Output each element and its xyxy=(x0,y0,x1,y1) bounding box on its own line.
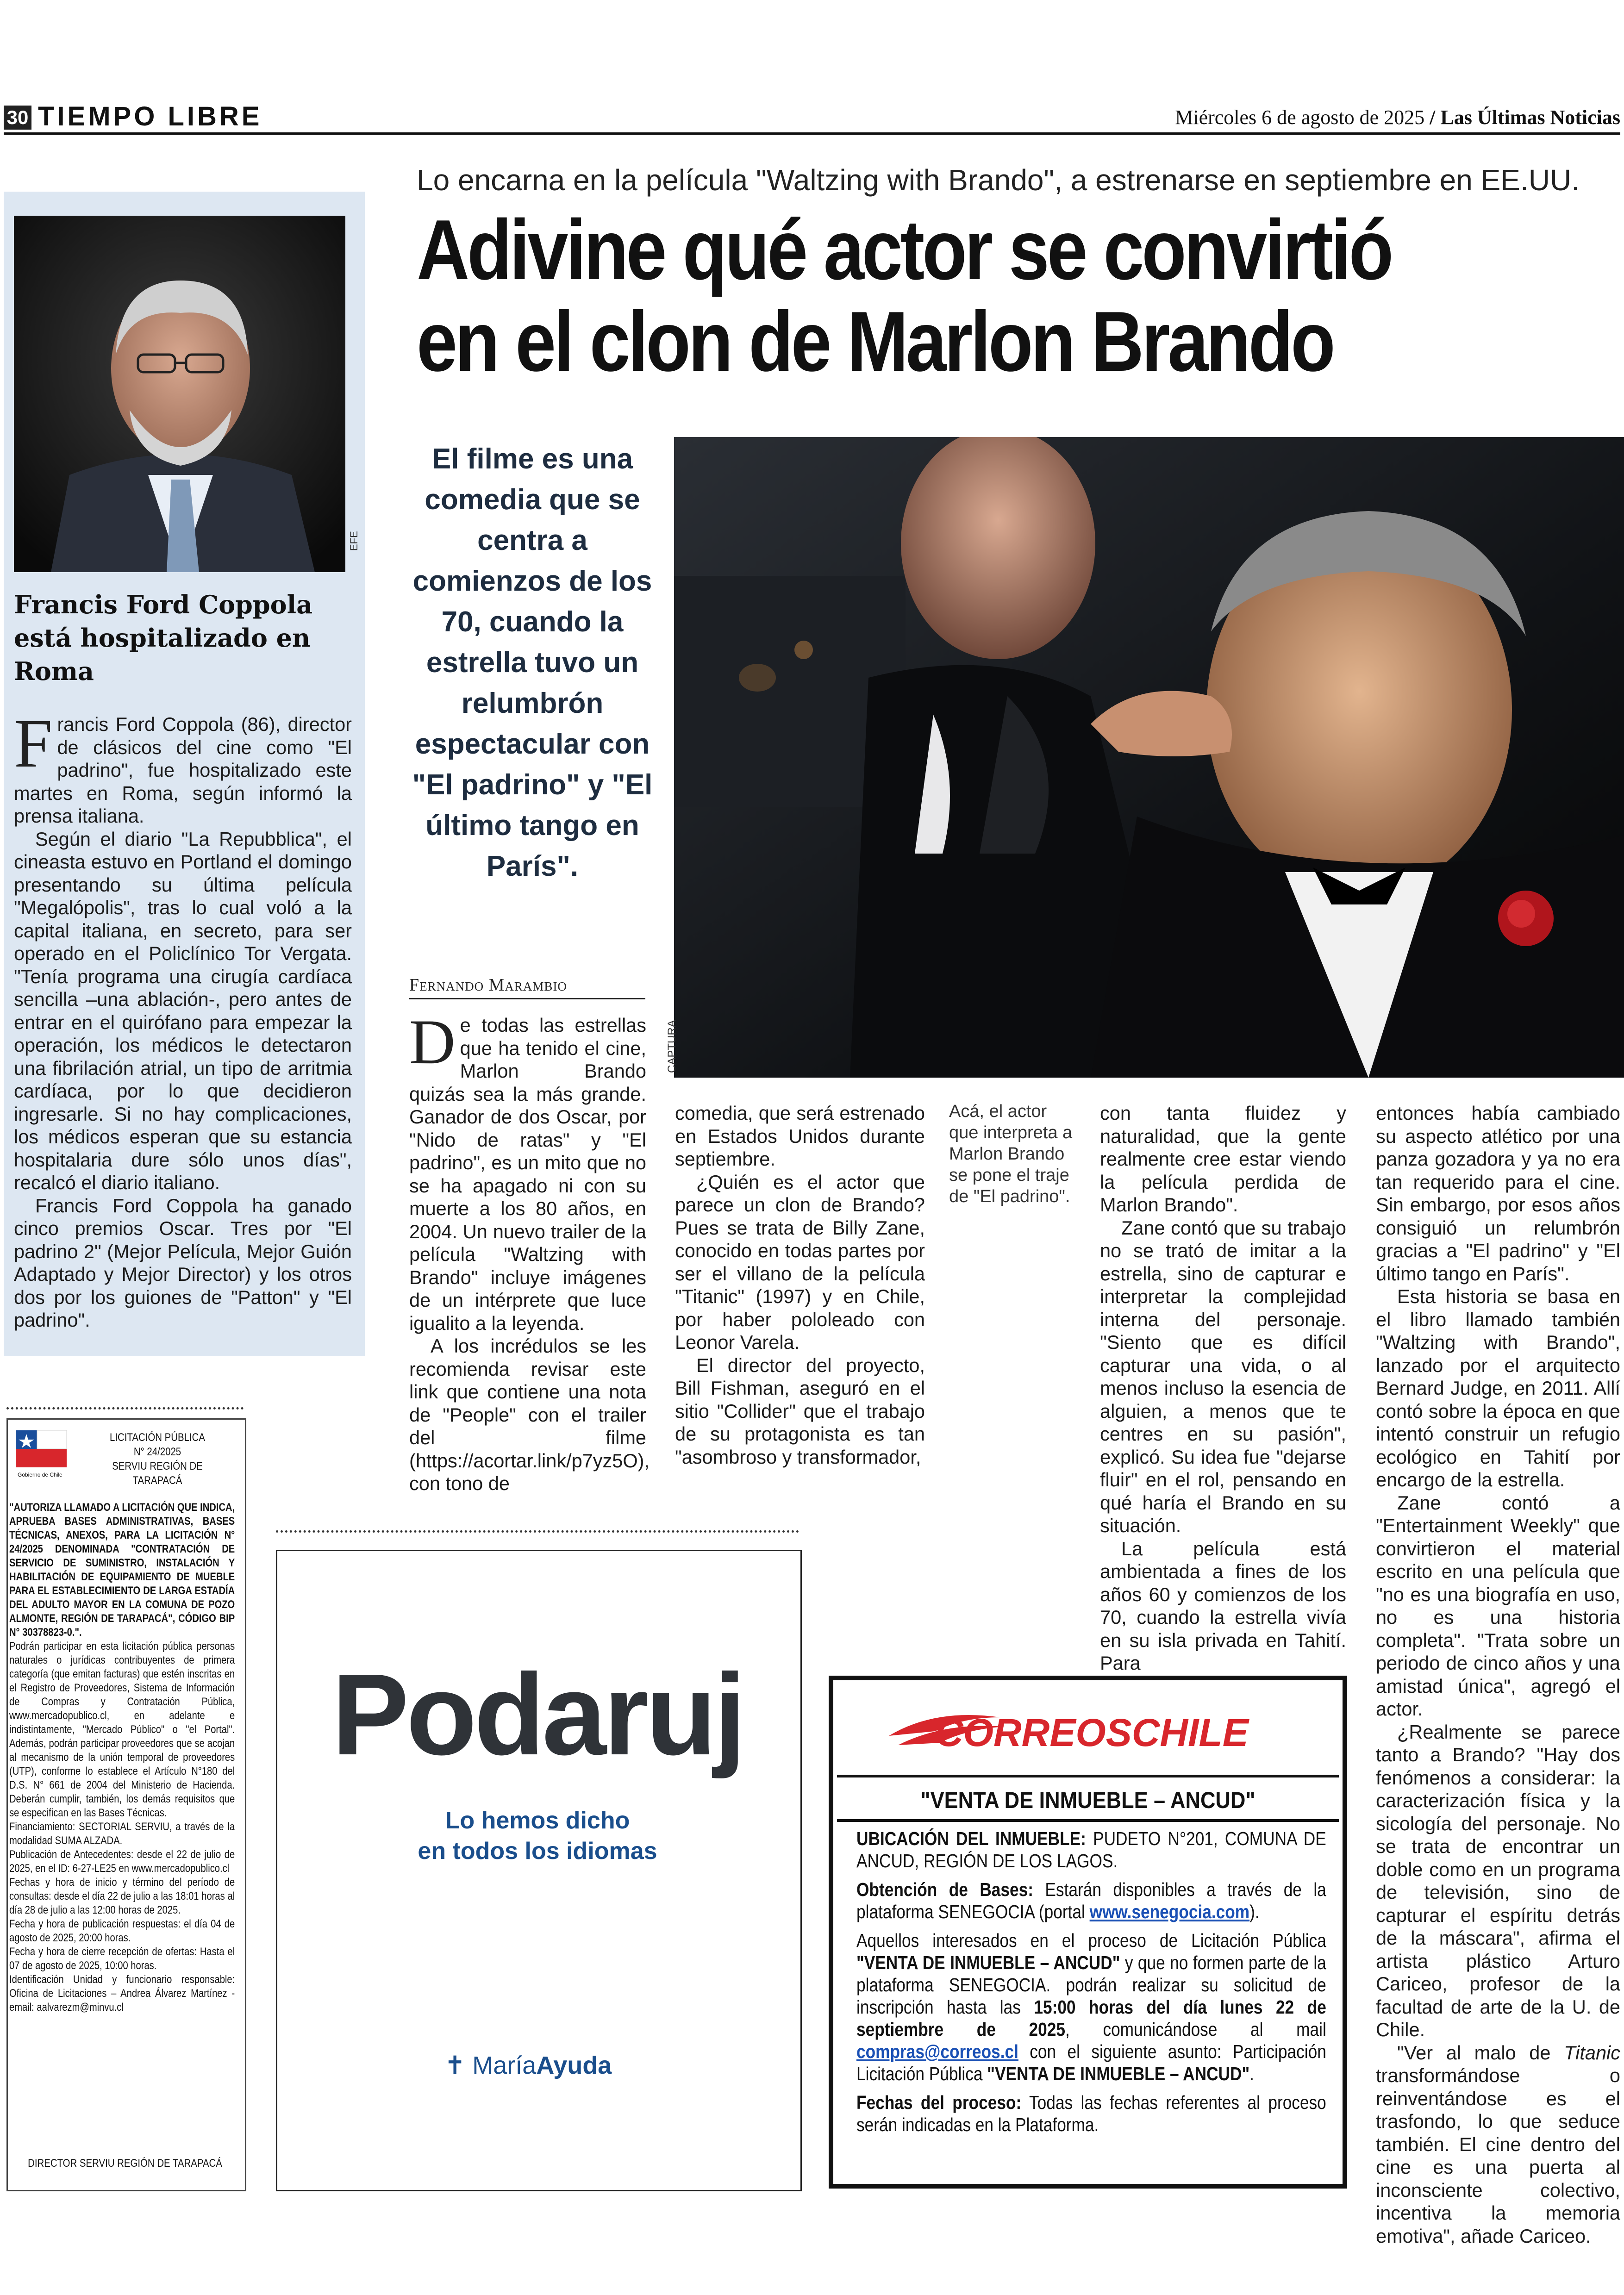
headline-line-1: Adivine qué actor se convirtió xyxy=(417,202,1392,297)
licitacion-body xyxy=(9,1501,235,2014)
correos-email-link[interactable]: compras@correos.cl xyxy=(856,2041,1018,2062)
brando-photo xyxy=(674,437,1624,1078)
maria-ayuda-logo: ✝ MaríaAyuda xyxy=(444,2052,612,2079)
correos-bases: Obtención de Bases: Estarán disponibles a través de la plataforma SENEGOCIA (portal www.senegocia.com). xyxy=(856,1879,1326,1922)
article-paragraph: A los incrédulos se les recomienda revisar este link que contiene una nota de "People" con el trailer del filme (https://acortar.link/p7yz5O), con tono de xyxy=(409,1335,650,1494)
article-column-4 xyxy=(1376,1102,1620,2247)
licitacion-paragraph: Identificación Unidad y funcionario responsable: Oficina de Licitaciones – Andrea Álvarez Martínez - email: aalvarezm@minvu.cl xyxy=(9,1973,235,2014)
article-paragraph: con tanta fluidez y naturalidad, que la gente realmente cree estar viendo la película perdida de Marlon Brando". xyxy=(1100,1102,1346,1216)
licitacion-header: LICITACIÓN PÚBLICA N° 24/2025 SERVIU REGIÓN DE TARAPACÁ xyxy=(110,1431,205,1487)
article-paragraph: De todas las estrellas que ha tenido el cine, Marlon Brando quizás sea la más grande. Ganador de dos Oscar, por "Nido de ratas" y "El padrino", es un mito que no se ha apagado ni con su muerte a los 80 años, en 2004. Un nuevo trailer de la película "Waltzing with Brando" incluye imágenes de un intérprete que luce igualito a la leyenda. xyxy=(409,1006,646,1334)
correos-rule xyxy=(837,1775,1339,1777)
gobierno-chile-logo xyxy=(16,1430,67,1479)
article-headline xyxy=(417,204,1452,387)
photo-caption: Acá, el actor que interpreta a Marlon Brando se pone el traje de "El padrino". xyxy=(949,1102,1073,1206)
cross-icon: ✝ xyxy=(444,2052,466,2079)
article-paragraph: ¿Realmente se parece tanto a Brando? "Hay dos fenómenos a considerar: la caracterización física y la sicología del personaje. No se trata de encontrar un doble como en un programa de televisión, sino de capturar el espíritu detrás de la máscara", afirma el artista plástico Arturo Cariceo, profesor de la facultad de arte de la U. de Chile. xyxy=(1376,1721,1620,2040)
correos-rule-2 xyxy=(837,1819,1339,1822)
article-kicker: Lo encarna en la película "Waltzing with Brando", a estrenarse en septiembre en EE.UU. xyxy=(417,163,1580,197)
correos-inscription: Aquellos interesados en el proceso de Licitación Pública "VENTA DE INMUEBLE – ANCUD" y que no formen parte de la plataforma SENEGOCIA. podrán realizar su solicitud de inscripción hasta las 15:00 horas del día lunes 22 de septiembre de 2025, comunicándose al mail compras@correos.cl con el siguiente asunto: Participación Licitación Pública "VENTA DE INMUEBLE – ANCUD". xyxy=(856,1930,1326,2084)
correos-body xyxy=(856,1827,1326,2142)
article-paragraph: Zane contó a "Entertainment Weekly" que convirtieron el material escrito en una película que "no es una biografía en uso, no es una historia completa". "Trata sobre un periodo de cinco años y una amistad única", agregó el actor. xyxy=(1376,1491,1620,1720)
main-photo-credit: CAPTURA xyxy=(666,1020,678,1073)
correoschile-logo xyxy=(880,1703,1296,1754)
sidebar-dropcap: F xyxy=(14,705,53,782)
article-paragraph: Esta historia se basa en el libro llamado también "Waltzing with Brando", lanzado por el arquitecto Bernard Judge, en 2011. Allí contó sobre la época en que intentó construir un refugio ecológico en Tahití por encargo de la estrella. xyxy=(1376,1285,1620,1491)
correos-title: "VENTA DE INMUEBLE – ANCUD" xyxy=(920,1787,1255,1813)
licitacion-signature: DIRECTOR SERVIU REGIÓN DE TARAPACÁ xyxy=(28,2157,222,2170)
article-paragraph: "Ver al malo de Titanic transformándose o reinventándose es el trasfondo, lo que seduce también. El cine dentro del cine es una puerta al inconsciente colectivo, incentiva la memoria emotiva", añade Cariceo. xyxy=(1376,2041,1620,2247)
licitacion-top-rule xyxy=(6,1407,244,1409)
licitacion-paragraph: Podrán participar en esta licitación pública personas naturales o jurídicas contribuyentes de primera categoría (que emitan facturas) que estén inscritas en el Registro de Proveedores, Sistema de Información de Compras y Contratación Pública, www.mercadopublico.cl, en adelante e indistintamente, "Mercado Público" o "el Portal". Además, podrán participar proveedores que se acojan al mecanismo de la unión temporal de proveedores (UTP), conforme lo establece el Artículo N°180 del D.S. N° 661 de 2004 del Ministerio de Hacienda. Deberán cumplir, también, los demás requisitos que se especifican en las Bases Técnicas. xyxy=(9,1640,235,1819)
article-column-1 xyxy=(409,1006,650,1495)
headline-line-2: en el clon de Marlon Brando xyxy=(417,293,1333,389)
sidebar-headline: Francis Ford Coppola está hospitalizado en Roma xyxy=(14,590,313,686)
article-column-2 xyxy=(675,1102,925,1468)
article-paragraph: La película está ambientada a fines de los años 60 y comienzos de los 70, cuando la estrella vivía en su isla privada en Tahití. Para xyxy=(1100,1537,1346,1674)
licitacion-intro: "AUTORIZA LLAMADO A LICITACIÓN QUE INDICA, APRUEBA BASES ADMINISTRATIVAS, BASES TÉCNICAS, ANEXOS, PARA LA LICITACIÓN N° 24/2025 DENOMINADA "CONTRATACIÓN DE SERVICIO DE SUMINISTRO, INSTALACIÓN Y HABILITACIÓN DE EQUIPAMIENTO DE MUEBLE PARA EL ESTABLECIMIENTO DE LARGA ESTADÍA DEL ADULTO MAYOR EN LA COMUNA DE POZO ALMONTE, REGIÓN DE TARAPACÁ", CÓDIGO BIP N° 30378823-0.". xyxy=(9,1501,235,1639)
dateline xyxy=(1175,106,1620,129)
podaruj-tagline: Lo hemos dicho en todos los idiomas xyxy=(418,1807,657,1865)
sidebar-body xyxy=(14,705,352,1332)
article-paragraph: El director del proyecto, Bill Fishman, aseguró en el sitio "Collider" que el trabajo de su protagonista es tan "asombroso y transformador, xyxy=(675,1354,925,1468)
article-paragraph: Zane contó que su trabajo no se trató de imitar a la estrella, sino de capturar e interpretar la complejidad interna del personaje. "Siento que es difícil capturar una vida, o al menos incluso la esencia de alguien, a menos que te centres en su pasión", explicó. Su idea fue "dejarse fluir" en el rol, pensando en qué haría el Brando en su situación. xyxy=(1100,1216,1346,1536)
article-paragraph: entonces había cambiado su aspecto atlético por una panza gozadora y ya no era tan requerido para el cine. Sin embargo, por esos años consiguió un relumbrón gracias a "El padrino" y "El último tango en París". xyxy=(1376,1102,1620,1285)
header-rule xyxy=(4,132,1620,135)
article-dropcap: D xyxy=(409,1006,456,1077)
sidebar-photo-credit: EFE xyxy=(348,531,360,551)
article-column-3 xyxy=(1100,1102,1346,1675)
sidebar-paragraph: Según el diario "La Repubblica", el cineasta estuvo en Portland el domingo presentando su última película "Megalópolis", tras lo cual voló a la capital italiana, en secreto, para ser operado en el Policlínico Tor Vergata. "Tenía programa una cirugía cardíaca sencilla –una ablación-, pero antes de entrar en el quirófano para empezar la operación, los médicos le detectaron una fibrilación atrial, un tipo de arritmia cardíaca, por lo que decidieron ingresarle. Si no hay complicaciones, los médicos esperan que su estancia hospitalaria dure sólo unos días", recalcó el diario italiano. xyxy=(14,828,352,1193)
sidebar-paragraph: Francis Ford Coppola ha ganado cinco premios Oscar. Tres por "El padrino 2" (Mejor Película, Mejor Guión Adaptado y Mejor Director) y los otros dos por los guiones de "Patton" y "El padrino". xyxy=(14,1194,352,1331)
licitacion-paragraph: Fechas y hora de inicio y término del período de consultas: desde el día 22 de julio a las 18:01 horas al día 28 de julio a las 12:00 horas de 2025. xyxy=(9,1876,235,1916)
correos-dates: Fechas del proceso: Todas las fechas referentes al proceso serán indicadas en la Plataforma. xyxy=(856,2092,1326,2135)
licitacion-paragraph: Fecha y hora de publicación respuestas: el día 04 de agosto de 2025, 20:00 horas. xyxy=(9,1918,235,1944)
byline-rule xyxy=(409,998,645,999)
licitacion-paragraph: Financiamiento: SECTORIAL SERVIU, a través de la modalidad SUMA ALZADA. xyxy=(9,1821,235,1847)
licitacion-paragraph: Fecha y hora de cierre recepción de ofertas: Hasta el 07 de agosto de 2025, 10:00 horas. xyxy=(9,1946,235,1972)
section-title: TIEMPO LIBRE xyxy=(38,101,262,131)
publication-name: Las Últimas Noticias xyxy=(1440,106,1620,129)
page-number: 30 xyxy=(4,106,31,130)
coppola-photo xyxy=(14,216,345,572)
svg-text:Gobierno de Chile: Gobierno de Chile xyxy=(18,1472,62,1478)
article-paragraph: comedia, que será estrenado en Estados Unidos durante septiembre. xyxy=(675,1102,925,1170)
titanic-title: Titanic xyxy=(1564,2041,1620,2064)
dateline-separator: / xyxy=(1430,106,1436,129)
licitacion-paragraph: Publicación de Antecedentes: desde el 22 de julio de 2025, en el ID: 6-27-LE25 en www.mercadopublico.cl xyxy=(9,1848,235,1875)
podaruj-brand: Podaruj xyxy=(331,1650,743,1779)
issue-date: Miércoles 6 de agosto de 2025 xyxy=(1175,106,1425,129)
byline: Fernando Marambio xyxy=(409,975,567,995)
podaruj-ad xyxy=(276,1550,802,2191)
svg-text:CORREOSCHILE: CORREOSCHILE xyxy=(935,1711,1249,1754)
ad-top-rule xyxy=(276,1530,799,1533)
sidebar-paragraph: Francis Ford Coppola (86), director de clásicos del cine como "El padrino", fue hospitalizado este martes en Roma, según informó la prensa italiana. xyxy=(14,705,352,827)
correos-location: UBICACIÓN DEL INMUEBLE: PUDETO N°201, COMUNA DE ANCUD, REGIÓN DE LOS LAGOS. xyxy=(856,1828,1326,1871)
article-deck: El filme es una comedia que se centra a comienzos de los 70, cuando la estrella tuvo un relumbrón espectacular con "El padrino" y "El último tango en París". xyxy=(412,443,653,882)
senegocia-link[interactable]: www.senegocia.com xyxy=(1089,1901,1250,1922)
article-paragraph: ¿Quién es el actor que parece un clon de Brando? Pues se trata de Billy Zane, conocido en todas partes por ser el villano de la película "Titanic" (1997) y en Chile, por haber pololeado con Leonor Varela. xyxy=(675,1171,925,1353)
